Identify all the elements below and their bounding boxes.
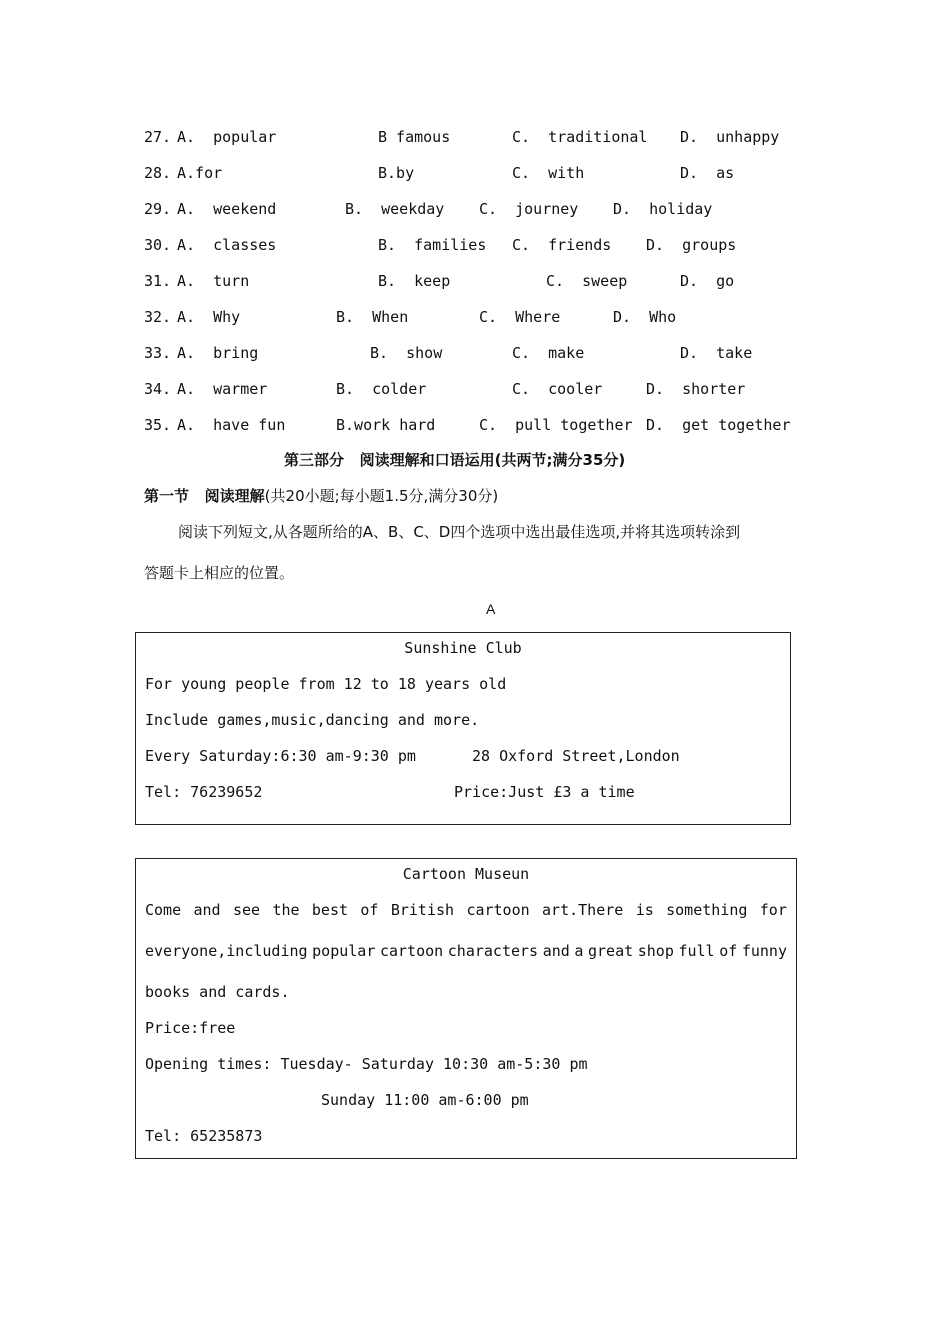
option-b: B. weekday — [345, 200, 445, 218]
question-number: 28. — [144, 164, 172, 182]
word: great — [588, 942, 634, 960]
sunshine-club-activities: Include games,music,dancing and more. — [145, 711, 480, 729]
word: art.There — [542, 901, 624, 919]
option-d: D. shorter — [646, 380, 746, 398]
word: for — [759, 901, 787, 919]
option-b: B famous — [378, 128, 451, 146]
option-c: C. journey — [479, 200, 579, 218]
question-33 — [0, 344, 950, 364]
part-heading: 第三部分 阅读理解和口语运用(共两节;满分35分) — [284, 451, 626, 469]
option-d: D. unhappy — [680, 128, 780, 146]
cartoon-museum-desc-line-1 — [145, 901, 787, 919]
cartoon-museum-tel: Tel: 65235873 — [145, 1127, 263, 1145]
option-d: D. go — [680, 272, 735, 290]
instruction-line-1: 阅读下列短文,从各题所给的A、B、C、D四个选项中选出最佳选项,并将其选项转涂到 — [178, 523, 741, 541]
option-c: C. sweep — [546, 272, 628, 290]
option-c: C. make — [512, 344, 585, 362]
word: of — [360, 901, 379, 919]
word: funny — [741, 942, 787, 960]
option-c: C. with — [512, 164, 585, 182]
question-number: 27. — [144, 128, 172, 146]
option-b: B.by — [378, 164, 415, 182]
section-note: (共20小题;每小题1.5分,满分30分) — [264, 487, 499, 505]
word: characters — [447, 942, 539, 960]
word: Come — [145, 901, 182, 919]
sunshine-club-tel: Tel: 76239652 — [145, 783, 263, 801]
option-b: B. When — [336, 308, 409, 326]
word: and — [542, 942, 570, 960]
question-number: 33. — [144, 344, 172, 362]
word: is — [635, 901, 654, 919]
option-a: A. bring — [177, 344, 259, 362]
question-number: 32. — [144, 308, 172, 326]
word: something — [666, 901, 748, 919]
question-30 — [0, 236, 950, 256]
question-29 — [0, 200, 950, 220]
word: of — [719, 942, 738, 960]
option-c: C. Where — [479, 308, 561, 326]
word: popular — [312, 942, 376, 960]
word: British — [390, 901, 455, 919]
cartoon-museum-title: Cartoon Museun — [402, 865, 530, 883]
question-number: 30. — [144, 236, 172, 254]
section-heading — [144, 487, 498, 505]
cartoon-museum-price: Price:free — [145, 1019, 236, 1037]
word: full — [678, 942, 715, 960]
question-27 — [0, 128, 950, 148]
word: everyone,including — [145, 942, 308, 960]
option-b: B. keep — [378, 272, 451, 290]
word: and — [193, 901, 221, 919]
word: the — [272, 901, 300, 919]
passage-label: A — [486, 601, 496, 617]
word: cartoon — [379, 942, 444, 960]
cartoon-museum-box — [135, 858, 797, 1159]
question-number: 29. — [144, 200, 172, 218]
question-31 — [0, 272, 950, 292]
option-c: C. traditional — [512, 128, 648, 146]
option-b: B. families — [378, 236, 487, 254]
option-d: D. take — [680, 344, 753, 362]
word: best — [311, 901, 349, 919]
word: a — [574, 942, 584, 960]
question-35 — [0, 416, 950, 436]
question-number: 34. — [144, 380, 172, 398]
cartoon-museum-opening-sunday: Sunday 11:00 am-6:00 pm — [321, 1091, 529, 1109]
option-a: A. have fun — [177, 416, 286, 434]
cartoon-museum-opening-weekday: Opening times: Tuesday- Saturday 10:30 am-5:30 pm — [145, 1055, 588, 1073]
question-number: 35. — [144, 416, 172, 434]
sunshine-club-title: Sunshine Club — [404, 639, 522, 657]
option-b: B.work hard — [336, 416, 436, 434]
question-32 — [0, 308, 950, 328]
option-a: A. warmer — [177, 380, 268, 398]
instruction-line-2: 答题卡上相应的位置。 — [144, 564, 295, 582]
word: cartoon — [466, 901, 530, 919]
question-number: 31. — [144, 272, 172, 290]
option-d: D. holiday — [613, 200, 713, 218]
option-d: D. Who — [613, 308, 677, 326]
option-c: C. cooler — [512, 380, 603, 398]
word: see — [232, 901, 261, 919]
option-a: A. Why — [177, 308, 241, 326]
cartoon-museum-desc-line-3: books and cards. — [145, 983, 290, 1001]
option-c: C. pull together — [479, 416, 633, 434]
question-34 — [0, 380, 950, 400]
option-d: D. get together — [646, 416, 791, 434]
sunshine-club-time: Every Saturday:6:30 am-9:30 pm — [145, 747, 416, 765]
option-b: B. show — [370, 344, 443, 362]
option-a: A. classes — [177, 236, 277, 254]
option-a: A. turn — [177, 272, 250, 290]
question-28 — [0, 164, 950, 184]
sunshine-club-price: Price:Just £3 a time — [454, 783, 635, 801]
sunshine-club-box — [135, 632, 791, 825]
word: shop — [637, 942, 674, 960]
section-title: 第一节 阅读理解 — [144, 487, 265, 505]
option-a: A.for — [177, 164, 223, 182]
option-a: A. popular — [177, 128, 277, 146]
option-c: C. friends — [512, 236, 612, 254]
sunshine-club-age: For young people from 12 to 18 years old — [145, 675, 507, 693]
option-b: B. colder — [336, 380, 427, 398]
sunshine-club-address: 28 Oxford Street,London — [472, 747, 680, 765]
option-a: A. weekend — [177, 200, 277, 218]
cartoon-museum-desc-line-2 — [145, 942, 787, 960]
option-d: D. as — [680, 164, 735, 182]
option-d: D. groups — [646, 236, 737, 254]
